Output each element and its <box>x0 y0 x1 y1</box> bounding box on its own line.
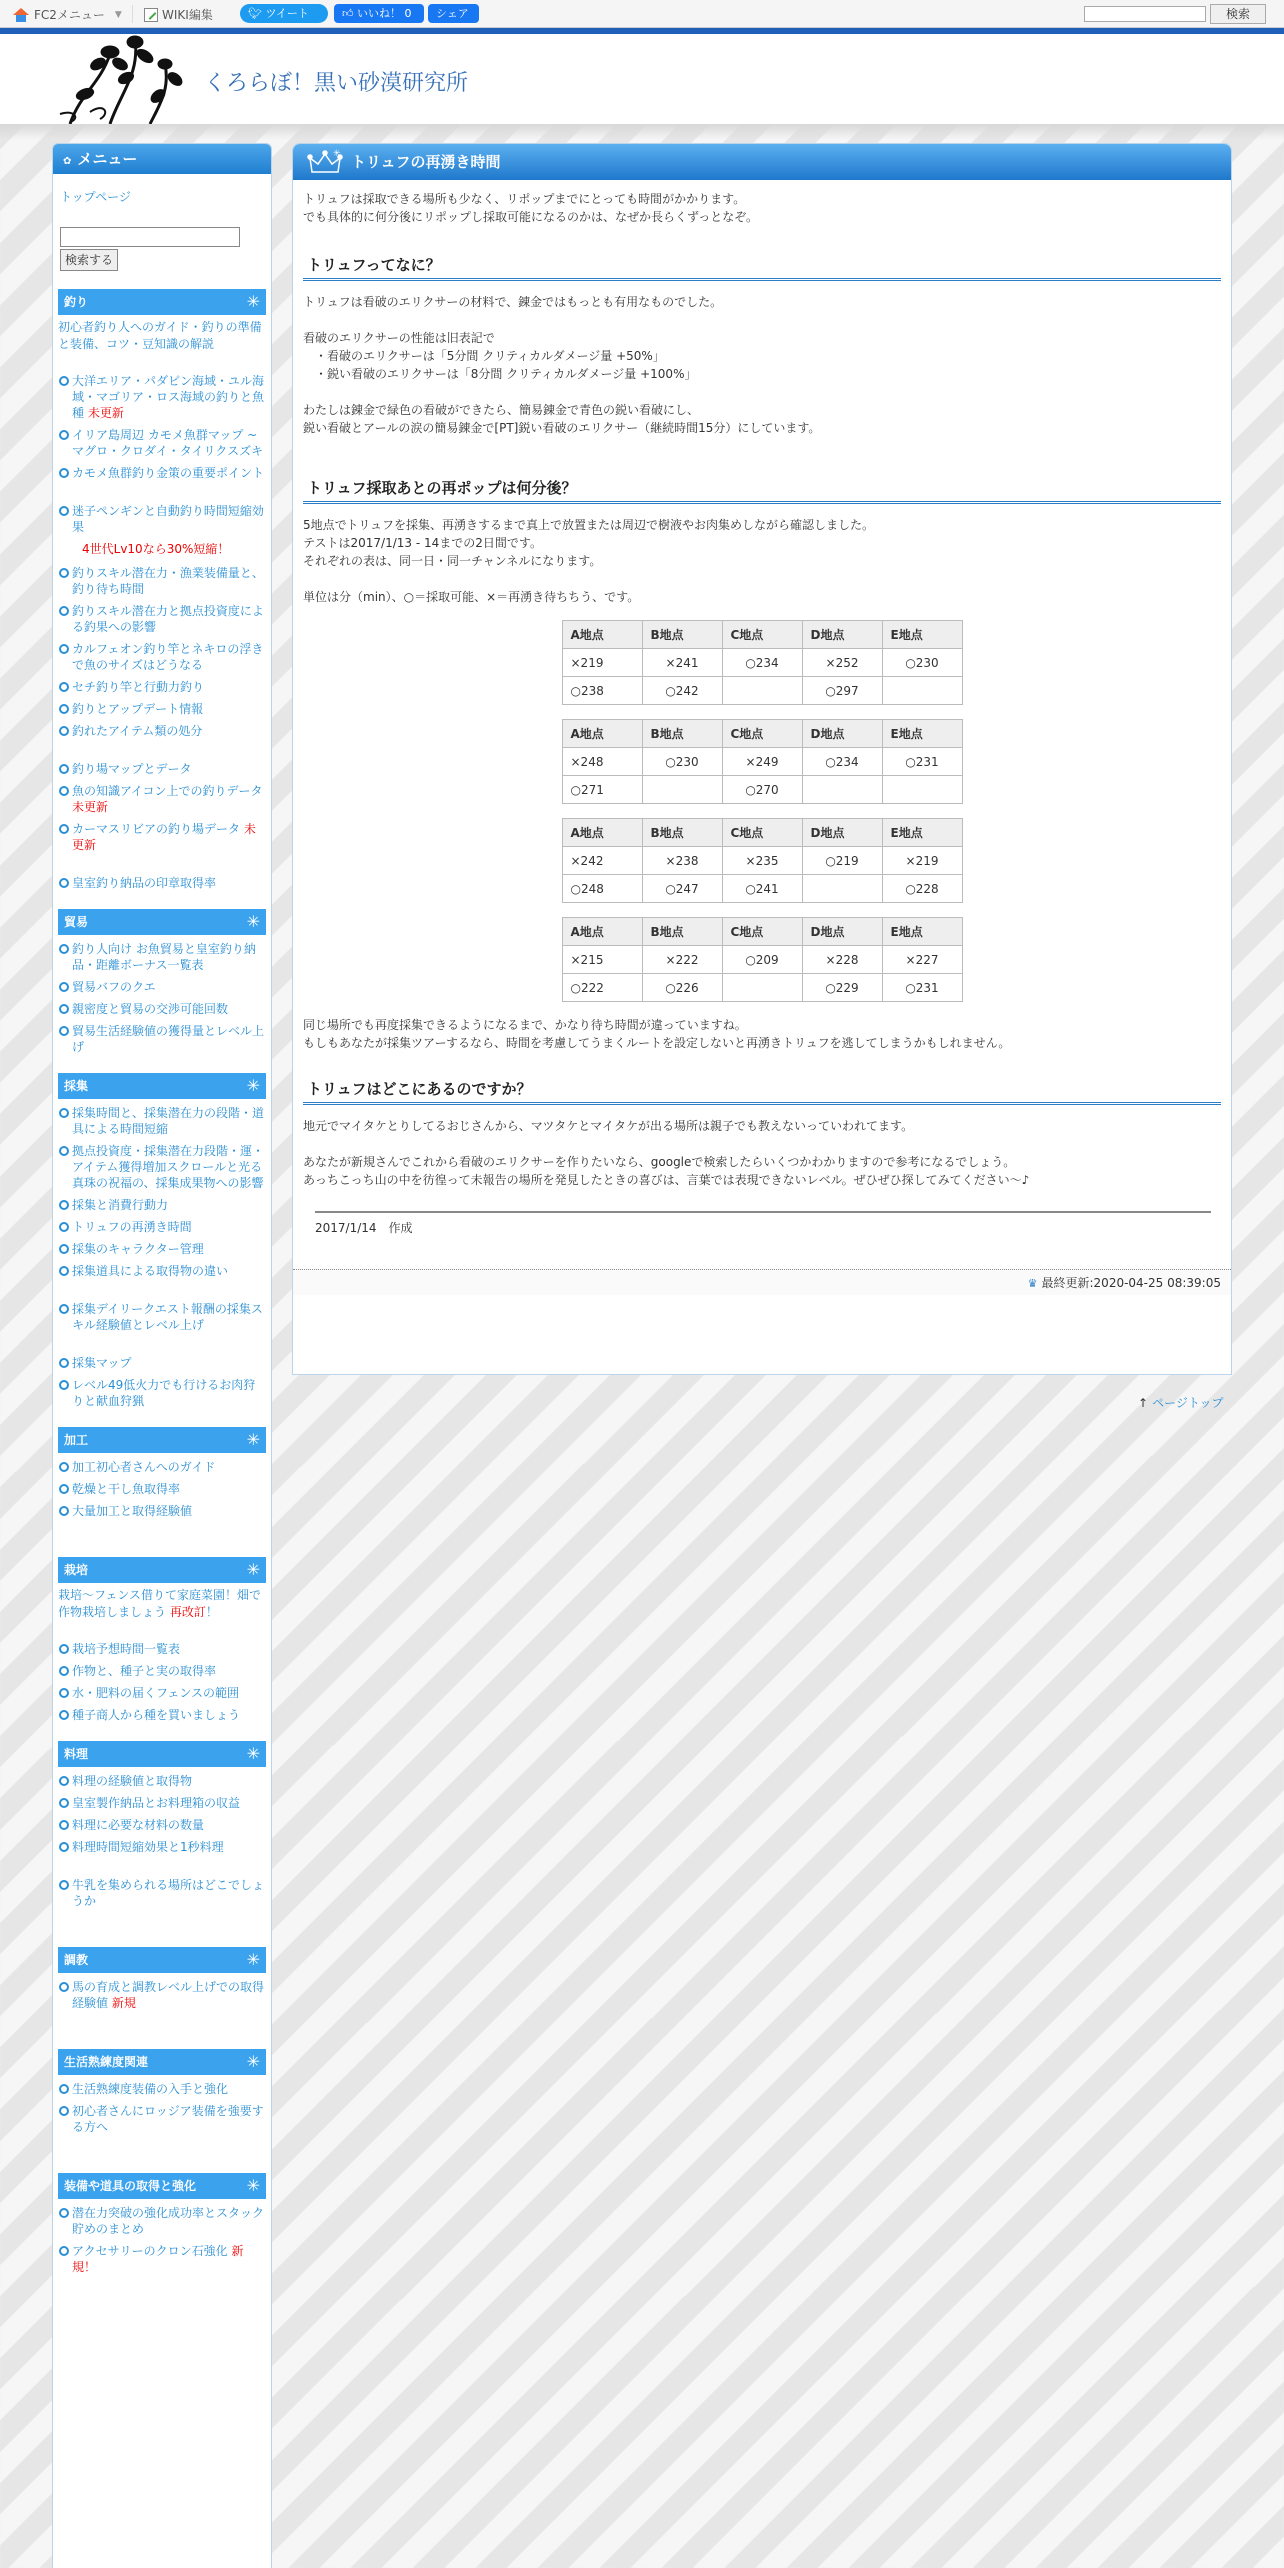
table-row <box>562 974 962 1002</box>
table-cell: ×222 <box>642 946 722 974</box>
category-name: 栽培 <box>64 1563 89 1577</box>
table-cell: ×227 <box>882 946 962 974</box>
like-button[interactable] <box>334 4 424 23</box>
table-cell <box>882 776 962 804</box>
crown-icon <box>307 148 343 176</box>
sidebar-link[interactable] <box>58 1219 266 1235</box>
sidebar-category-header <box>58 1741 266 1767</box>
paragraph-line: ・看破のエリクサーは「5分間 クリティカルダメージ量 +50%」 <box>303 349 665 363</box>
table-cell: ○229 <box>802 974 882 1002</box>
paragraph-line: 同じ場所でも再度採集できるようになるまで、かなり待ち時間が違っていますね。 <box>303 1018 747 1032</box>
sidebar-link-label: 加工初心者さんへのガイド <box>72 1460 216 1474</box>
category-name: 貿易 <box>64 915 89 929</box>
sidebar-link-label: 釣りスキル潜在力と拠点投資度による釣果への影響 <box>72 604 264 634</box>
thumbs-up-icon: 👍︎ <box>342 7 354 20</box>
table-header-cell: B地点 <box>642 918 722 946</box>
section-heading-what: トリュフってなに？ <box>303 256 1221 281</box>
sidebar-link[interactable] <box>58 979 266 995</box>
sidebar-link-label: 馬の育成と調教レベル上げでの取得経験値 <box>72 1980 265 2010</box>
new-badge: 再改訂 <box>166 1605 206 1619</box>
sidebar-link[interactable] <box>58 1773 266 1789</box>
sparkle-icon: ✳ <box>246 1744 260 1763</box>
table-cell <box>722 974 802 1002</box>
table-cell: ○226 <box>642 974 722 1002</box>
table-row <box>562 649 962 677</box>
sidebar-link[interactable] <box>58 2205 266 2237</box>
sparkle-icon: ✳ <box>246 1950 260 1969</box>
sidebar-link[interactable] <box>58 1685 266 1701</box>
created-note: 2017/1/14 作成 <box>315 1211 1211 1243</box>
table-cell: ○231 <box>882 974 962 1002</box>
sparkle-icon: ✳ <box>246 1430 260 1449</box>
sidebar-link-label: 皇室釣り納品の印章取得率 <box>72 876 217 890</box>
sidebar-link-label: セチ釣り竿と行動力釣り <box>72 680 205 694</box>
paragraph-line: トリュフは採取できる場所も少なく、リポップまでにとっても時間がかかります。 <box>303 192 746 206</box>
sidebar-link-label: 大洋エリア・パダピン海域・ユル海域・マゴリア・ロス海域の釣りと魚種 <box>72 374 265 420</box>
fc2-menu[interactable] <box>12 6 122 23</box>
table-header-cell: A地点 <box>562 819 642 847</box>
sidebar-link-list <box>58 1979 266 2011</box>
wiki-edit-label: WIKI編集 <box>162 8 213 22</box>
table-cell: ○248 <box>562 875 642 903</box>
sidebar-link[interactable] <box>58 427 266 459</box>
sidebar-link-label: 釣りとアップデート情報 <box>72 702 204 716</box>
table-header-cell: C地点 <box>722 720 802 748</box>
sidebar-link-label: 種子商人から種を買いましょう <box>72 1708 241 1722</box>
sidebar-link[interactable] <box>58 565 266 597</box>
sidebar-link[interactable] <box>58 821 266 853</box>
table-cell: ○241 <box>722 875 802 903</box>
table-cell: ○234 <box>802 748 882 776</box>
svg-text:✳: ✳ <box>333 149 341 159</box>
sidebar-link[interactable] <box>58 1023 266 1055</box>
paragraph-line: わたしは錬金で緑色の看破ができたら、簡易錬金で青色の鋭い看破にし、 <box>303 403 700 417</box>
table-header-cell: D地点 <box>802 918 882 946</box>
sidebar-link[interactable] <box>58 1355 266 1371</box>
category-name: 加工 <box>64 1433 89 1447</box>
sidebar-categories <box>58 289 266 2275</box>
category-description[interactable] <box>58 319 266 353</box>
sidebar-link-label: 貿易生活経験値の獲得量とレベル上げ <box>72 1024 265 1054</box>
paragraph-line <box>303 1135 1221 1153</box>
category-name: 料理 <box>64 1747 89 1761</box>
table-cell: ○228 <box>882 875 962 903</box>
sidebar-link[interactable] <box>58 1143 266 1191</box>
category-description-text: 初心者釣り人へのガイド・釣りの準備と装備、コツ・豆知識の解説 <box>58 320 262 351</box>
table-cell: ×242 <box>562 847 642 875</box>
table-cell: ×219 <box>562 649 642 677</box>
sidebar-link[interactable] <box>58 783 266 815</box>
sidebar-link-label: トリュフの再湧き時間 <box>72 1220 192 1234</box>
sidebar-link-label: 潜在力突破の強化成功率とスタック貯めのまとめ <box>72 2206 265 2236</box>
sidebar-link-label: アクセサリーのクロン石強化 <box>72 2244 228 2258</box>
table-cell: ×215 <box>562 946 642 974</box>
sparkle-icon: ✳ <box>246 1076 260 1095</box>
sidebar-link-label: 初心者さんにロッジア装備を強要する方へ <box>72 2104 264 2134</box>
sidebar-title: メニュー <box>77 150 138 168</box>
after-tables-text <box>303 1016 1221 1052</box>
sidebar-link[interactable] <box>58 1197 266 1213</box>
sidebar-body <box>53 174 271 2287</box>
table-cell: ○238 <box>562 677 642 705</box>
table-cell <box>642 776 722 804</box>
update-badge: 未更新 <box>72 800 109 814</box>
sidebar-search-input[interactable] <box>60 227 240 247</box>
like-label: いいね！ 0 <box>357 7 412 20</box>
repop-table <box>562 620 963 705</box>
sidebar-link-list <box>58 1105 266 1409</box>
fc2-toolbar <box>0 0 1284 28</box>
table-cell: ×241 <box>642 649 722 677</box>
sidebar-link[interactable] <box>58 1877 266 1909</box>
sidebar-link[interactable] <box>58 1795 266 1811</box>
table-cell: ○209 <box>722 946 802 974</box>
sidebar-link[interactable] <box>58 679 266 695</box>
sidebar-link[interactable] <box>58 465 266 481</box>
table-header-cell: D地点 <box>802 819 882 847</box>
sidebar-top-page-link[interactable]: トップページ <box>60 190 131 204</box>
toolbar-divider <box>132 5 133 23</box>
sidebar-category-header <box>58 1947 266 1973</box>
sidebar-link-label: 採集デイリークエスト報酬の採集スキル経験値とレベル上げ <box>72 1302 263 1332</box>
paragraph-line <box>303 570 1221 588</box>
table-cell: ○231 <box>882 748 962 776</box>
sidebar-link[interactable] <box>58 1641 266 1657</box>
sidebar-link-label: 釣れたアイテム類の処分 <box>72 724 203 738</box>
sidebar-link-label: 皇室製作納品とお料理箱の収益 <box>72 1796 241 1810</box>
sidebar-link-label: カーマスリビアの釣り場データ <box>72 822 241 836</box>
table-cell: ○222 <box>562 974 642 1002</box>
sidebar-link[interactable] <box>58 941 266 973</box>
paragraph-line: それぞれの表は、同一日・同一チャンネルになります。 <box>303 554 602 568</box>
paragraph-line: ・鋭い看破のエリクサーは「8分間 クリティカルダメージ量 +100%」 <box>303 367 697 381</box>
sidebar-link-label: 大量加工と取得経験値 <box>72 1504 193 1518</box>
table-cell: ×235 <box>722 847 802 875</box>
sparkle-icon: ✳ <box>246 2052 260 2071</box>
tweet-label: ツイート <box>265 7 309 20</box>
table-cell: ○270 <box>722 776 802 804</box>
sidebar-link[interactable] <box>58 641 266 673</box>
table-header-cell: E地点 <box>882 621 962 649</box>
sidebar-category-header <box>58 2173 266 2199</box>
category-name: 生活熟練度関連 <box>64 2055 149 2069</box>
table-header-cell: A地点 <box>562 621 642 649</box>
sidebar-link[interactable] <box>58 1105 266 1137</box>
table-header-cell: A地点 <box>562 918 642 946</box>
sidebar-link-label: カルフェオン釣り竿とネキロの浮きで魚のサイズはどうなる <box>72 642 264 672</box>
sidebar-link-list <box>58 373 266 891</box>
sidebar-link-label: 迷子ペンギンと自動釣り時間短縮効果 <box>72 504 264 534</box>
sidebar-category-header <box>58 2049 266 2075</box>
sparkle-icon: ✳ <box>246 1560 260 1579</box>
sidebar-link-label: 魚の知識アイコン上での釣りデータ <box>72 784 263 798</box>
sidebar-link-label: 釣りスキル潜在力・漁業装備量と、釣り待ち時間 <box>72 566 264 596</box>
sidebar-header <box>53 144 271 174</box>
last-updated <box>293 1269 1231 1295</box>
repop-table <box>562 719 963 804</box>
sparkle-icon: ✳ <box>246 292 260 311</box>
sidebar-link[interactable] <box>58 2243 266 2275</box>
table-cell <box>802 875 882 903</box>
sidebar-category-header <box>58 909 266 935</box>
table-row <box>562 776 962 804</box>
paragraph-line: 5地点でトリュフを採集、再湧きするまで真上で放置または周辺で樹液やお肉集めしながら確認しました。 <box>303 518 875 532</box>
table-cell: ○230 <box>642 748 722 776</box>
sidebar-link-list <box>58 1641 266 1723</box>
sidebar-link-label: 乾燥と干し魚取得率 <box>72 1482 181 1496</box>
share-button[interactable]: シェア <box>428 4 479 23</box>
edit-icon <box>144 8 158 22</box>
table-header-row <box>562 819 962 847</box>
update-badge: 未更新 <box>72 822 256 852</box>
paragraph-line: 単位は分（min）、○＝採取可能、×＝再湧き待ちちう、です。 <box>303 590 640 604</box>
sidebar-link[interactable] <box>58 1979 266 2011</box>
paragraph-line: 地元でマイタケとりしてるおじさんから、マツタケとマイタケが出る場所は親子でも教えないっていわれてます。 <box>303 1119 914 1133</box>
desc-end: ！ <box>205 1605 218 1619</box>
floral-silhouette-icon <box>50 34 190 124</box>
table-cell: ×238 <box>642 847 722 875</box>
sidebar-link[interactable] <box>58 1001 266 1017</box>
sidebar-link[interactable] <box>58 1663 266 1679</box>
page-top-label: ページトップ <box>1152 1396 1224 1410</box>
table-header-cell: E地点 <box>882 819 962 847</box>
sidebar-link-label: 釣り場マップとデータ <box>72 762 192 776</box>
tweet-button[interactable] <box>240 4 328 23</box>
bird-icon: 🐦︎ <box>248 7 262 20</box>
table-cell <box>722 677 802 705</box>
paragraph-line: 看破のエリクサーの性能は旧表記で <box>303 331 495 345</box>
table-row <box>562 748 962 776</box>
category-name: 装備や道具の取得と強化 <box>64 2179 197 2193</box>
site-title[interactable]: くろらぼ！黒い砂漠研究所 <box>204 71 469 96</box>
sidebar-link-label: レベル49低火力でも行けるお肉狩りと献血狩猟 <box>72 1378 256 1408</box>
repop-table <box>562 818 963 903</box>
sidebar-link[interactable] <box>58 603 266 635</box>
sidebar-link[interactable] <box>58 1263 266 1279</box>
paragraph-line <box>303 311 1221 329</box>
sparkle-icon: ✳ <box>246 2176 260 2195</box>
category-description-text: 栽培～フェンス借りて家庭菜園！畑で作物栽培しましょう <box>58 1588 262 1619</box>
paragraph-line: もしもあなたが採集ツアーするなら、時間を考慮してうまくルートを設定しないと再湧きトリュフを逃してしまうかもしれません。 <box>303 1036 1011 1050</box>
update-badge: 新規 <box>108 1996 136 2010</box>
chevron-down-icon: ▼ <box>114 9 122 20</box>
sidebar-link[interactable] <box>58 701 266 717</box>
table-cell: ○271 <box>562 776 642 804</box>
site-header <box>0 34 1284 124</box>
table-cell: ×228 <box>802 946 882 974</box>
sidebar-link-list <box>58 1459 266 1519</box>
category-name: 調教 <box>64 1953 89 1967</box>
sidebar-link-label: 採集道具による取得物の違い <box>72 1264 229 1278</box>
sidebar-link-label: 採集時間と、採集潜在力の段階・道具による時間短縮 <box>72 1106 265 1136</box>
sidebar-category-header <box>58 1427 266 1453</box>
page-top-link[interactable] <box>1138 1394 1223 1411</box>
main-content <box>292 143 1232 1375</box>
sidebar-link-label: 料理に必要な材料の数量 <box>72 1818 205 1832</box>
table-cell <box>802 776 882 804</box>
toolbar-search-button[interactable]: 検索 <box>1210 4 1266 24</box>
sidebar-link-list <box>58 2081 266 2135</box>
sidebar-link[interactable] <box>58 373 266 421</box>
sidebar-link[interactable] <box>58 1301 266 1333</box>
table-row <box>562 847 962 875</box>
sidebar-link-list <box>58 1773 266 1909</box>
article-title: トリュフの再湧き時間 <box>351 153 501 171</box>
paragraph-line: あっちこっち山の中を彷徨って未報告の場所を発見したときの喜びは、言葉では表現できないレベル。ぜひぜひ探してみてください～♪ <box>303 1173 1030 1187</box>
table-header-cell: C地点 <box>722 819 802 847</box>
sidebar-search-button[interactable]: 検索する <box>60 249 118 271</box>
table-header-cell: D地点 <box>802 720 882 748</box>
paragraph-line: でも具体的に何分後にリポップし採取可能になるのかは、なぜか長らくずっとなぞ。 <box>303 210 759 224</box>
wiki-edit-link[interactable] <box>144 6 213 23</box>
toolbar-search-input[interactable] <box>1084 6 1206 22</box>
article-body <box>293 180 1231 1243</box>
category-description[interactable] <box>58 1587 266 1621</box>
table-header-cell: B地点 <box>642 720 722 748</box>
table-header-row <box>562 918 962 946</box>
table-row <box>562 875 962 903</box>
sidebar-link[interactable] <box>58 1459 266 1475</box>
table-cell: ×219 <box>882 847 962 875</box>
section-repop-text <box>303 516 1221 606</box>
sidebar-link[interactable] <box>58 1503 266 1519</box>
table-row <box>562 946 962 974</box>
sidebar-link[interactable] <box>58 875 266 891</box>
paragraph-line: テストは2017/1/13 - 14までの2日間です。 <box>303 536 542 550</box>
table-cell: ○297 <box>802 677 882 705</box>
arrow-up-icon: ↑ <box>1138 1396 1149 1410</box>
sidebar-link-label: 栽培予想時間一覧表 <box>72 1642 181 1656</box>
sidebar <box>52 143 272 2568</box>
sidebar-note: 4世代Lv10なら30%短縮！ <box>82 542 230 556</box>
update-badge: 新規！ <box>72 2244 244 2274</box>
intro-text <box>303 190 1221 226</box>
sidebar-link-list <box>58 941 266 1055</box>
sidebar-link-label: 牛乳を集められる場所はどこでしょうか <box>72 1878 265 1908</box>
section-heading-repop: トリュフ採取あとの再ポップは何分後？ <box>303 479 1221 504</box>
table-header-cell: C地点 <box>722 621 802 649</box>
crown-small-icon: ♛ <box>1027 1277 1038 1290</box>
last-updated-text: 最終更新:2020-04-25 08:39:05 <box>1041 1276 1221 1290</box>
paragraph-line: あなたが新規さんでこれから看破のエリクサーを作りたいなら、googleで検索したらいくつかわかりますので参考になるでしょう。 <box>303 1155 1016 1169</box>
sidebar-link[interactable] <box>58 1481 266 1497</box>
sidebar-link[interactable] <box>58 503 266 535</box>
sidebar-link-label: 親密度と貿易の交渉可能回数 <box>72 1002 229 1016</box>
table-cell: ×248 <box>562 748 642 776</box>
sidebar-category-header <box>58 1557 266 1583</box>
table-cell: ○219 <box>802 847 882 875</box>
fc2-house-icon <box>12 8 30 22</box>
update-badge: 未更新 <box>84 406 124 420</box>
sidebar-link[interactable] <box>58 1377 266 1409</box>
table-header-cell: B地点 <box>642 819 722 847</box>
sidebar-link[interactable] <box>58 2081 266 2097</box>
section-what-text <box>303 293 1221 437</box>
table-header-cell: B地点 <box>642 621 722 649</box>
table-cell <box>882 677 962 705</box>
repop-tables <box>303 620 1221 1002</box>
section-heading-where: トリュフはどこにあるのですか？ <box>303 1080 1221 1105</box>
table-cell: ○242 <box>642 677 722 705</box>
sidebar-link[interactable] <box>58 1707 266 1723</box>
table-header-cell: D地点 <box>802 621 882 649</box>
table-cell: ○230 <box>882 649 962 677</box>
sidebar-link-label: 拠点投資度・採集潜在力段階・運・アイテム獲得増加スクロールと光る真珠の祝福の、採集成果物への影響 <box>72 1144 265 1190</box>
sidebar-link-label: 採集のキャラクター管理 <box>72 1242 204 1256</box>
category-name: 採集 <box>64 1079 89 1093</box>
sidebar-link-label: 釣り人向け お魚貿易と皇室釣り納品・距離ボーナス一覧表 <box>72 942 256 972</box>
table-cell: ○234 <box>722 649 802 677</box>
table-header-cell: E地点 <box>882 720 962 748</box>
sidebar-category-header <box>58 1073 266 1099</box>
sidebar-link[interactable] <box>58 761 266 777</box>
table-header-cell: C地点 <box>722 918 802 946</box>
article-header <box>293 144 1231 180</box>
sidebar-link-label: 生活熟練度装備の入手と強化 <box>72 2082 229 2096</box>
sidebar-link-label: 水・肥料の届くフェンスの範囲 <box>72 1686 240 1700</box>
sidebar-link[interactable] <box>58 1241 266 1257</box>
table-cell: ×249 <box>722 748 802 776</box>
sidebar-link-label: 料理の経験値と取得物 <box>72 1774 193 1788</box>
table-header-cell: E地点 <box>882 918 962 946</box>
sidebar-link[interactable] <box>58 2103 266 2135</box>
table-cell: ○247 <box>642 875 722 903</box>
sidebar-link[interactable] <box>58 1817 266 1833</box>
sidebar-link[interactable] <box>58 723 266 739</box>
category-name: 釣り <box>64 295 89 309</box>
header-shadow <box>0 124 1284 140</box>
crown-icon: ✿ <box>63 156 72 167</box>
paragraph-line: 鋭い看破とアールの涙の簡易錬金で[PT]鋭い看破のエリクサー（継続時間15分）にしています。 <box>303 421 821 435</box>
table-header-row <box>562 621 962 649</box>
table-header-cell: A地点 <box>562 720 642 748</box>
sparkle-icon: ✳ <box>246 912 260 931</box>
sidebar-link-label: 採集マップ <box>72 1356 132 1370</box>
table-cell: ×252 <box>802 649 882 677</box>
repop-table <box>562 917 963 1002</box>
section-where-text <box>303 1117 1221 1189</box>
fc2-menu-label: FC2メニュー <box>34 8 105 22</box>
paragraph-line <box>303 383 1221 401</box>
table-header-row <box>562 720 962 748</box>
sidebar-link-label: 作物と、種子と実の取得率 <box>72 1664 217 1678</box>
sidebar-link-label: イリア島周辺 カモメ魚群マップ ~マグロ・クロダイ・タイリクスズキ <box>72 428 264 458</box>
sidebar-link-label: 料理時間短縮効果と1秒料理 <box>72 1840 224 1854</box>
sidebar-link-label: 貿易バフのクエ <box>72 980 156 994</box>
sidebar-link-list <box>58 2205 266 2275</box>
table-row <box>562 677 962 705</box>
sidebar-category-header <box>58 289 266 315</box>
sidebar-link-label: 採集と消費行動力 <box>72 1198 169 1212</box>
sidebar-link-label: カモメ魚群釣り金策の重要ポイント <box>72 466 265 480</box>
paragraph-line: トリュフは看破のエリクサーの材料で、錬金ではもっとも有用なものでした。 <box>303 295 723 309</box>
sidebar-link[interactable] <box>58 1839 266 1855</box>
